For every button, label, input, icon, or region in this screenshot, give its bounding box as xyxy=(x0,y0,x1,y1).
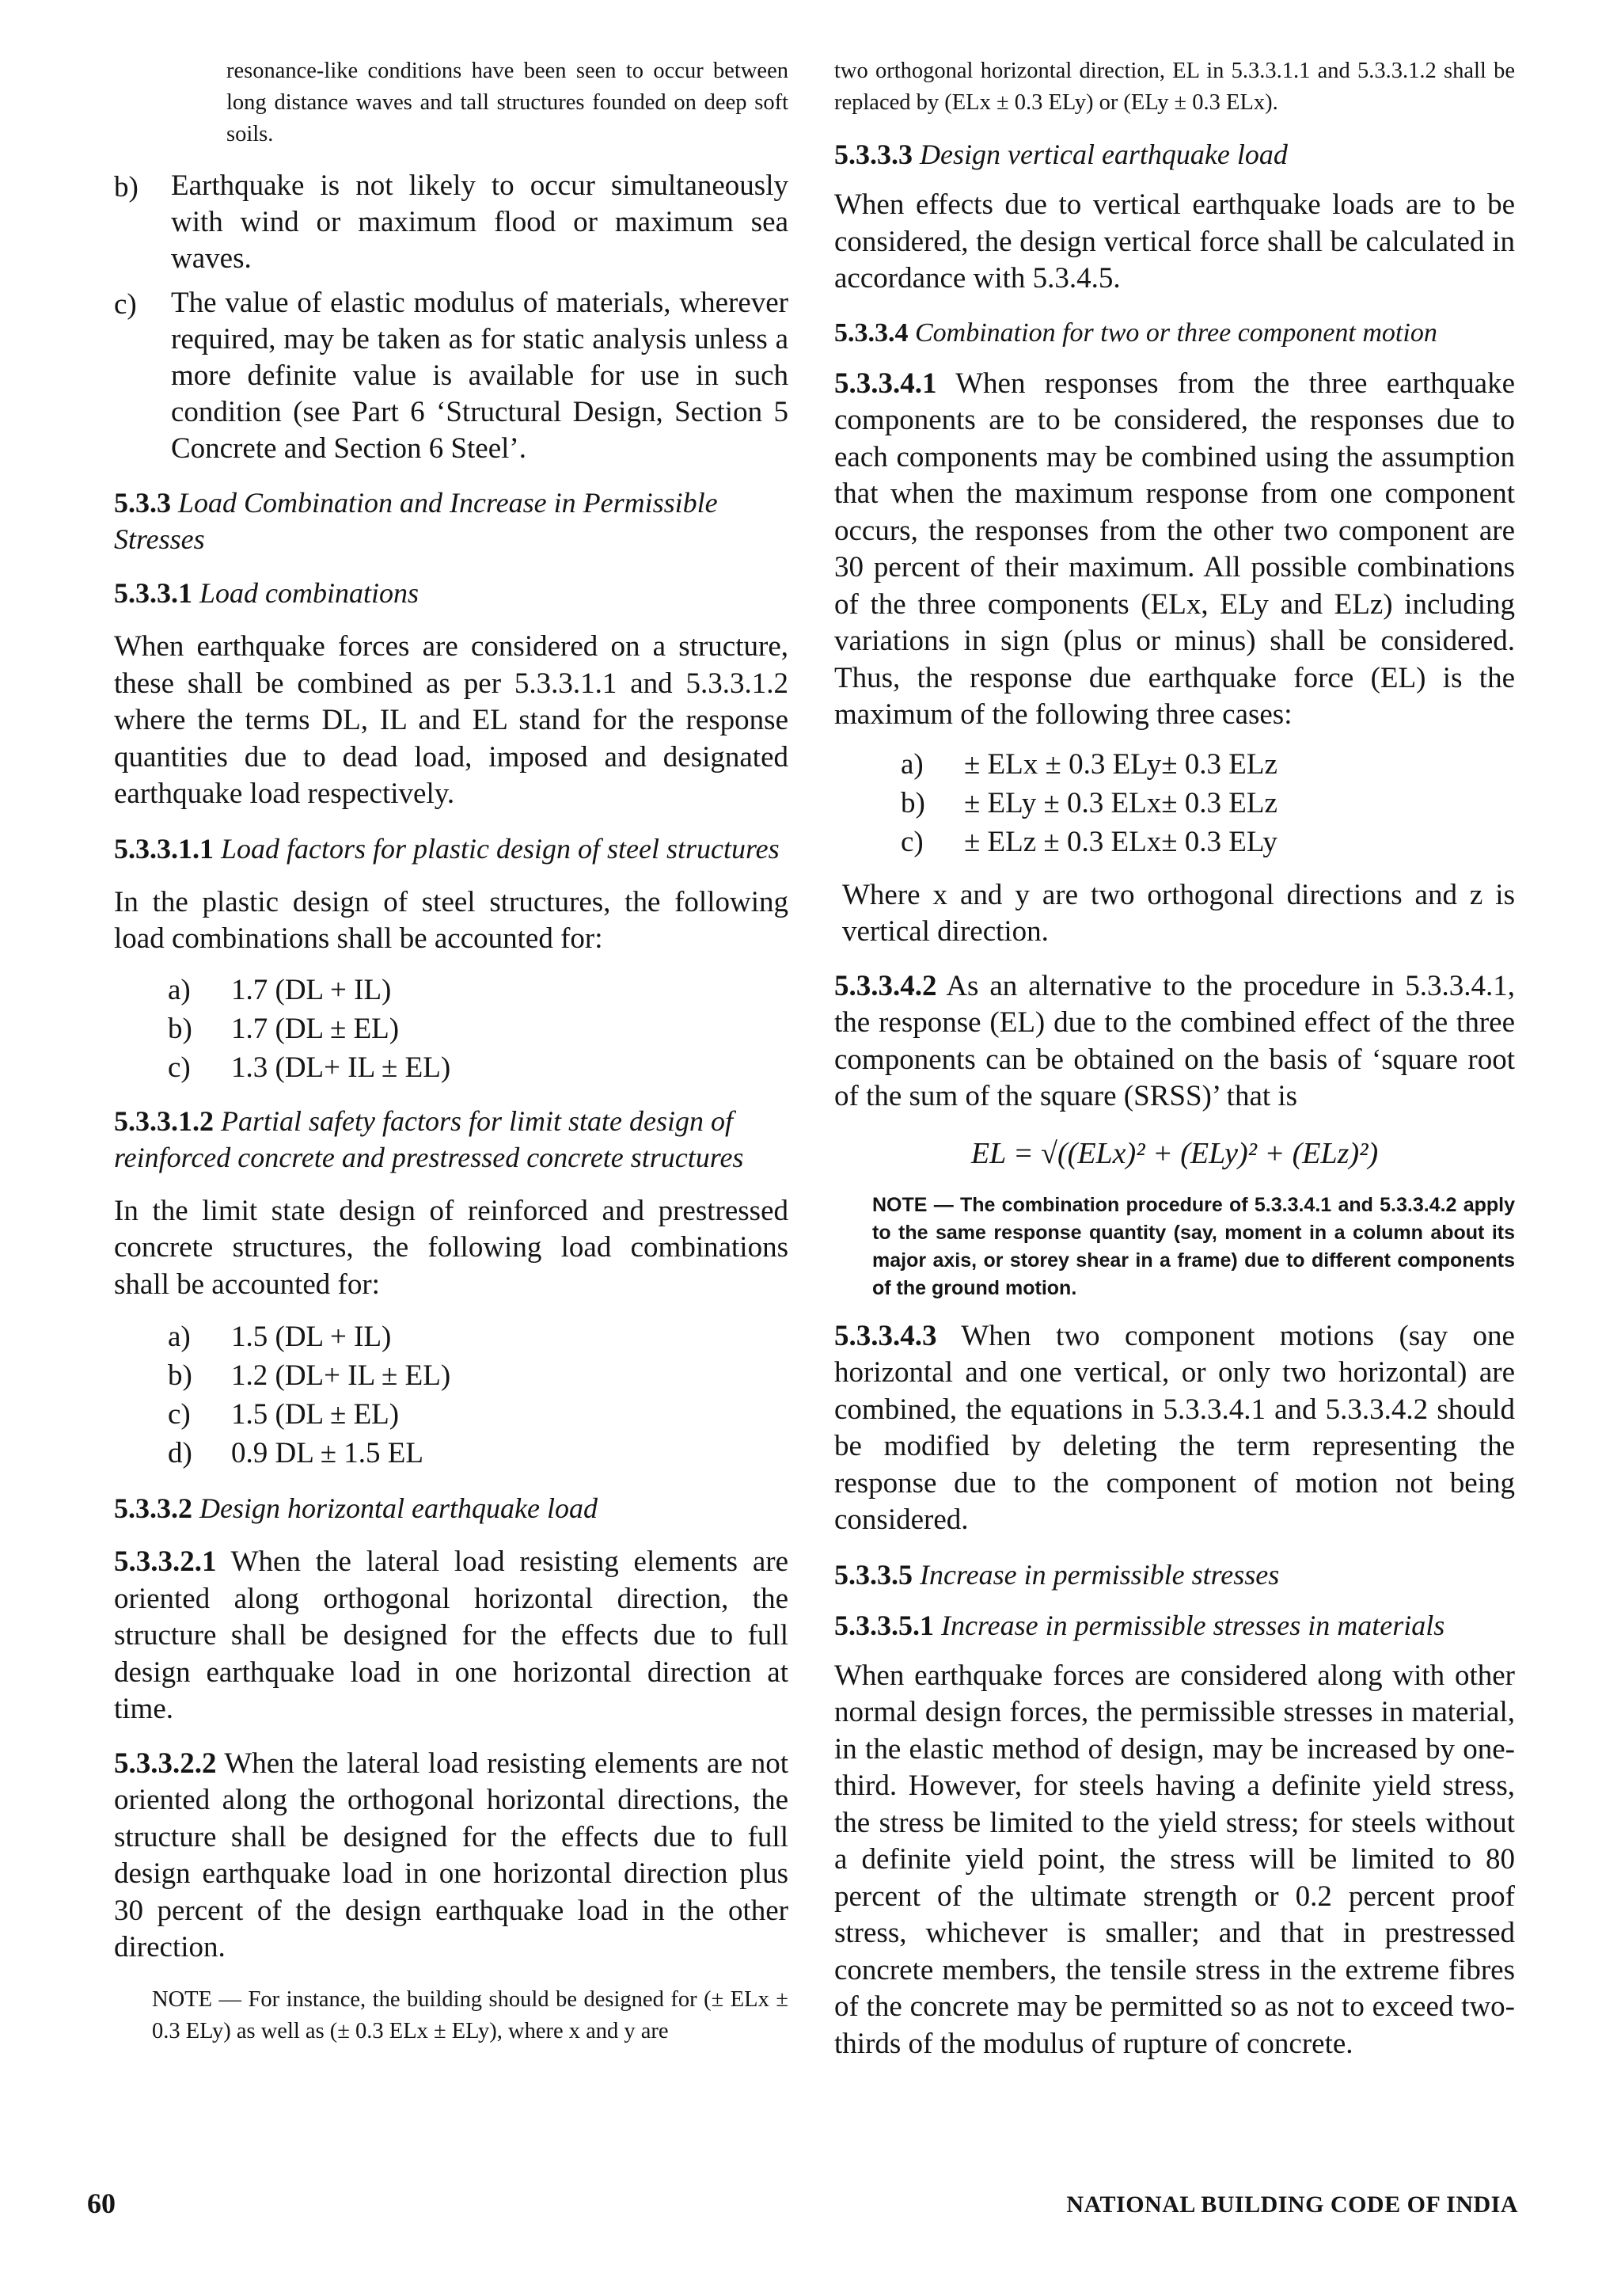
section-number: 5.3.3.2.2 xyxy=(114,1747,217,1780)
section-5-3-3-1-1-text: In the plastic design of steel structures, the following load combinations shall be accounted for: xyxy=(114,885,788,955)
limit-state-list xyxy=(114,1317,788,1473)
section-5-3-3-1-2-text: In the limit state design of reinforced and prestressed concrete structures, the following load combinations shall be accounted for: xyxy=(114,1194,788,1301)
section-5-3-3-1-heading xyxy=(114,575,788,611)
section-number: 5.3.3.4 xyxy=(834,317,909,348)
section-5-3-3-3-heading xyxy=(834,136,1515,173)
section-5-3-3-5-1-heading xyxy=(834,1607,1515,1644)
page-number: 60 xyxy=(87,2188,116,2219)
list-text: ± ELz ± 0.3 ELx± 0.3 ELy xyxy=(964,825,1277,858)
list-text: ± ELx ± 0.3 ELy± 0.3 ELz xyxy=(964,747,1277,781)
section-5-3-3-heading xyxy=(114,485,788,557)
section-title: Design horizontal earthquake load xyxy=(199,1492,598,1524)
section-title: Load factors for plastic design of steel structures xyxy=(221,832,780,865)
right-column xyxy=(834,55,1515,2062)
section-title: Partial safety factors for limit state design of reinforced concrete and prestressed concrete structures xyxy=(114,1104,744,1173)
section-5-3-3-2-heading xyxy=(114,1490,788,1526)
note-text: The combination procedure of 5.3.3.4.1 and 5.3.3.4.2 apply to the same response quantity (say, moment in a column about its major axis, or storey shear in a frame) due to different components of the ground motion. xyxy=(872,1193,1515,1299)
section-5-3-3-5-heading xyxy=(834,1557,1515,1593)
section-number: 5.3.3.5.1 xyxy=(834,1609,934,1641)
section-number: 5.3.3.3 xyxy=(834,139,913,170)
section-number: 5.3.3.2.1 xyxy=(114,1545,217,1578)
section-text: When the lateral load resisting elements are oriented along orthogonal horizontal direction, the structure shall be designed for the effects due to full design earthquake load in one horizontal direction at time. xyxy=(114,1545,788,1725)
section-number: 5.3.3.1.1 xyxy=(114,832,214,865)
section-number: 5.3.3.4.2 xyxy=(834,969,937,1002)
intro-text: resonance-like conditions have been seen to occur between long distance waves and tall structures founded on deep soft soils. xyxy=(226,59,788,146)
note-text: For instance, the building should be designed for (± ELx ± 0.3 ELy) as well as (± 0.3 ELx ± ELy), where x and y are xyxy=(152,1986,789,2043)
list-item xyxy=(168,1434,788,1473)
list-text: ± ELy ± 0.3 ELx± 0.3 ELz xyxy=(964,786,1277,819)
list-item xyxy=(168,1009,788,1048)
section-number: 5.3.3.1.2 xyxy=(114,1104,214,1137)
section-text: When the lateral load resisting elements are not oriented along the orthogonal horizontal directions, the structure shall be designed for the effects due to full design earthquake load in one horizontal direction plus 30 percent of the design earthquake load in the other direction. xyxy=(114,1747,788,1963)
section-5-3-3-5-1-text: When earthquake forces are considered along with other normal design forces, the permissible stresses in material, in the elastic method of design, may be increased by one-third. However, for steels having a definite yield stress, the stress be limited to the yield stress; for steels without a definite yield point, the stress will be limited to 80 percent of the ultimate strength or 0.2 percent proof stress, whichever is smaller; and that in prestressed concrete members, the tensile stress in the extreme fibres of the concrete may be permitted so as not to exceed two-thirds of the modulus of rupture of concrete. xyxy=(834,1659,1515,2060)
plastic-load-list xyxy=(114,971,788,1087)
list-item xyxy=(168,1395,788,1434)
section-5-3-3-4-2 xyxy=(834,968,1515,1116)
list-marker: c) xyxy=(901,825,924,858)
section-number: 5.3.3.1 xyxy=(114,577,192,609)
list-text: 1.5 (DL ± EL) xyxy=(231,1398,400,1431)
list-text: 1.2 (DL+ IL ± EL) xyxy=(231,1359,451,1392)
list-item xyxy=(168,1356,788,1395)
list-item xyxy=(901,823,1515,861)
section-5-3-3-1-text: When earthquake forces are considered on a structure, these shall be combined as per 5.3.3.1.1 and 5.3.3.1.2 where the terms DL, IL and EL stand for the response quantities due to dead load, imposed and designated earthquake load respectively. xyxy=(114,630,788,810)
section-number: 5.3.3 xyxy=(114,487,171,519)
section-5-3-3-2-2 xyxy=(114,1746,788,1967)
list-marker: c) xyxy=(168,1051,191,1084)
section-title: Combination for two or three component motion xyxy=(915,317,1437,348)
section-number: 5.3.3.2 xyxy=(114,1492,192,1524)
list-marker: c) xyxy=(114,288,137,321)
footer-title: NATIONAL BUILDING CODE OF INDIA xyxy=(1066,2191,1518,2218)
note2-block xyxy=(834,1192,1515,1302)
section-title: Increase in permissible stresses in materials xyxy=(941,1609,1445,1641)
list-text: 0.9 DL ± 1.5 EL xyxy=(231,1437,423,1469)
section-5-3-3-3-text: When effects due to vertical earthquake loads are to be considered, the design vertical force shall be calculated in accordance with 5.3.4.5. xyxy=(834,188,1515,295)
list-marker: b) xyxy=(901,786,925,819)
list-item xyxy=(114,285,788,467)
list-item xyxy=(168,1048,788,1087)
section-title: Design vertical earthquake load xyxy=(920,139,1288,170)
section-text: When responses from the three earthquake components are to be considered, the responses due to each components may be combined using the assumption that when the maximum response from one component occurs, the responses from the other two component are 30 percent of their maximum. All possible combinations of the three components (ELx, ELy and ELz) including variations in sign (plus or minus) shall be considered. Thus, the response due earthquake force (EL) is the maximum of the following three cases: xyxy=(834,367,1515,731)
cases-after-text: Where x and y are two orthogonal directions and z is vertical direction. xyxy=(842,878,1515,948)
srss-formula: EL = √((ELx)² + (ELy)² + (ELz)²) xyxy=(970,1136,1379,1170)
section-5-3-3-1-1-heading xyxy=(114,831,788,867)
list-marker: b) xyxy=(168,1012,192,1045)
list-marker: b) xyxy=(168,1359,192,1392)
note-label: NOTE — xyxy=(872,1193,954,1216)
section-5-3-3-1-2-heading xyxy=(114,1103,788,1176)
note-block xyxy=(114,1984,788,2047)
notes-list xyxy=(114,168,788,467)
list-marker: a) xyxy=(168,1321,191,1353)
list-text: 1.7 (DL ± EL) xyxy=(231,1012,400,1045)
list-marker: a) xyxy=(168,973,191,1006)
section-text: As an alternative to the procedure in 5.3.3.4.1, the response (EL) due to the combined effect of the three components can be obtained on the basis of ‘square root of the sum of the square (SRSS)’ that is xyxy=(834,969,1515,1112)
list-marker: d) xyxy=(168,1437,192,1469)
list-item xyxy=(901,745,1515,784)
list-item xyxy=(114,168,788,277)
section-5-3-3-4-3 xyxy=(834,1318,1515,1539)
list-text: 1.5 (DL + IL) xyxy=(231,1321,392,1353)
section-number: 5.3.3.4.1 xyxy=(834,367,937,400)
section-number: 5.3.3.4.3 xyxy=(834,1319,937,1352)
section-text: When two component motions (say one horizontal and one vertical, or only two horizontal) are combined, the equations in 5.3.3.4.1 and 5.3.3.4.2 should be modified by deleting the term representing the response due to the component of motion not being considered. xyxy=(834,1319,1515,1536)
section-5-3-3-4-heading xyxy=(834,315,1515,352)
list-text: 1.7 (DL + IL) xyxy=(231,973,392,1006)
list-text: Earthquake is not likely to occur simultaneously with wind or maximum flood or maximum sea waves. xyxy=(171,169,788,275)
section-title: Load combinations xyxy=(199,577,419,609)
note-label: NOTE — xyxy=(152,1986,242,2012)
list-item xyxy=(901,784,1515,823)
section-number: 5.3.3.5 xyxy=(834,1558,913,1591)
list-text: 1.3 (DL+ IL ± EL) xyxy=(231,1051,451,1084)
section-5-3-3-2-1 xyxy=(114,1544,788,1728)
list-item xyxy=(168,1317,788,1356)
list-item xyxy=(168,971,788,1009)
earthquake-cases-list xyxy=(834,745,1515,861)
list-marker: a) xyxy=(901,747,924,781)
note-continuation: two orthogonal horizontal direction, EL in 5.3.3.1.1 and 5.3.3.1.2 shall be replaced by (ELx ± 0.3 ELy) or (ELy ± 0.3 ELx). xyxy=(834,59,1515,115)
list-marker: b) xyxy=(114,171,139,203)
section-5-3-3-4-1 xyxy=(834,366,1515,734)
section-title: Load Combination and Increase in Permissible Stresses xyxy=(114,487,718,555)
list-text: The value of elastic modulus of materials, wherever required, may be taken as for static analysis unless a more definite value is available for use in such condition (see Part 6 ‘Structural Design, Section 5 Concrete and Section 6 Steel’. xyxy=(171,287,788,465)
left-column xyxy=(114,55,788,2047)
list-marker: c) xyxy=(168,1398,191,1431)
section-title: Increase in permissible stresses xyxy=(920,1558,1280,1591)
